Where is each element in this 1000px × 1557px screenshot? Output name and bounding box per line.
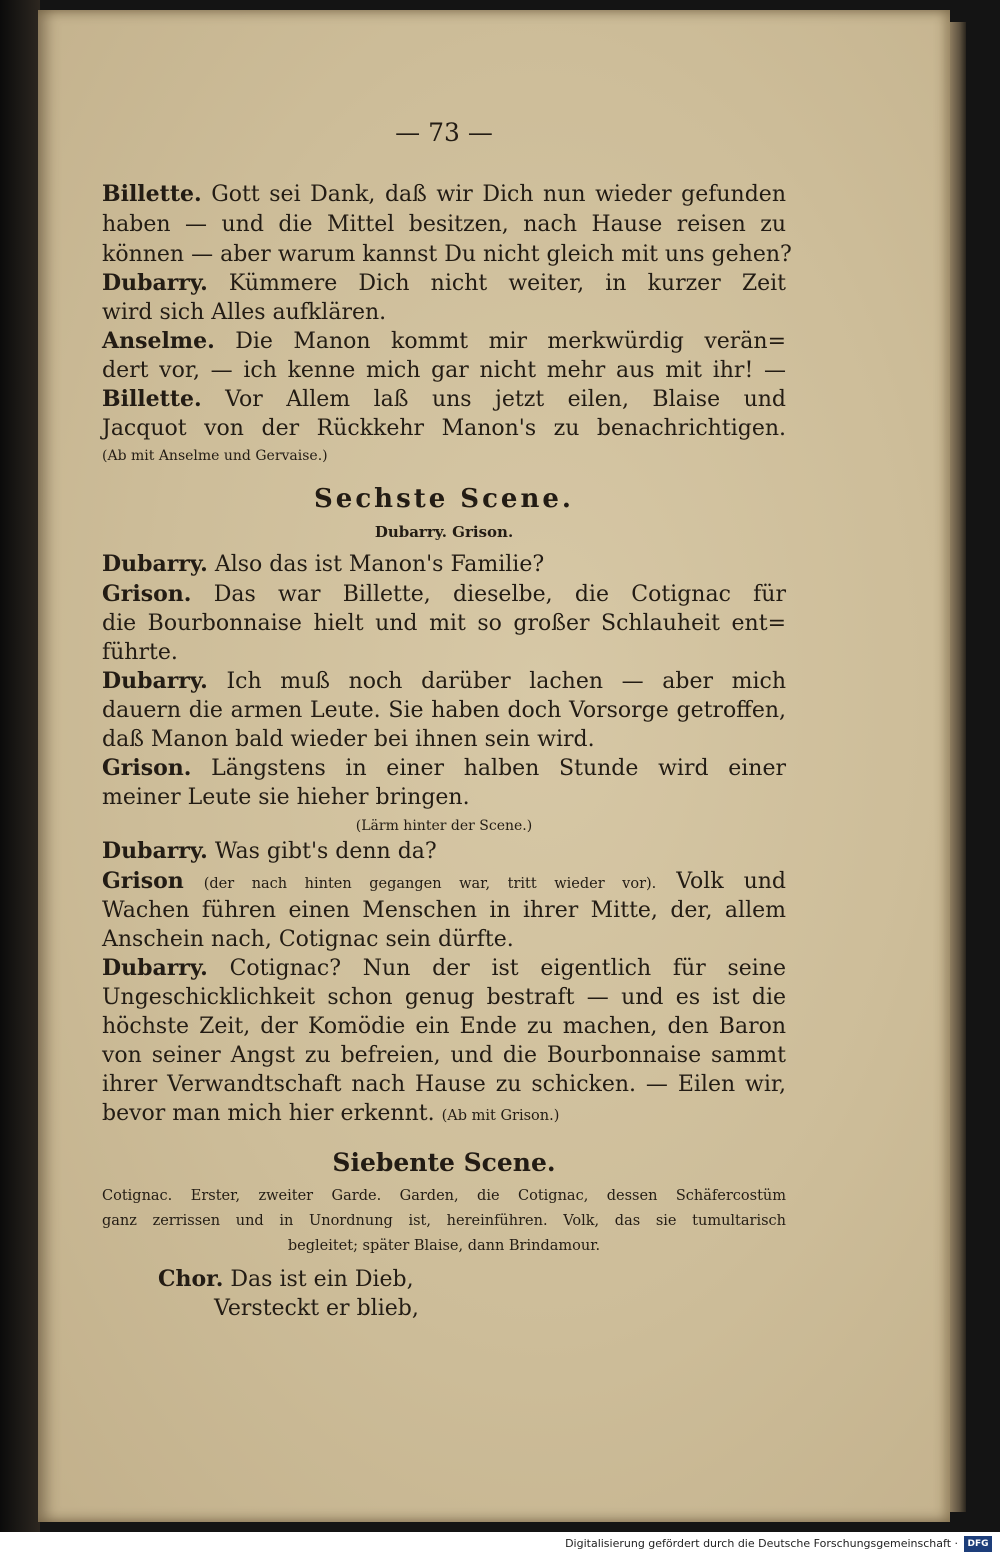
speaker-name: Dubarry. — [102, 551, 208, 577]
scene-heading: Sechste Scene. — [314, 484, 574, 514]
text-line: Jacquot von der Rückkehr Manon's zu benachrichtigen. — [102, 416, 786, 441]
dialogue-text: bevor man mich hier erkennt. — [102, 1101, 435, 1126]
dialogue-text: Was gibt's denn da? — [214, 839, 437, 864]
dialogue-text: Kümmere Dich nicht weiter, in kurzer Zeit — [228, 271, 786, 296]
text-line — [102, 269, 786, 298]
dialogue-text: Also das ist Manon's Familie? — [214, 552, 545, 577]
speaker-name: Billette. — [102, 181, 202, 207]
text-line: die Bourbonnaise hielt und mit so großer Schlauheit ent= — [102, 611, 786, 636]
text-line — [102, 550, 786, 579]
scene-cast: Dubarry. Grison. — [374, 523, 514, 541]
text-line: Anschein nach, Cotignac sein dürfte. — [102, 927, 514, 952]
text-line: höchste Zeit, der Komödie ein Ende zu machen, den Baron — [102, 1014, 786, 1039]
chorus-line — [158, 1265, 778, 1294]
text-line: ihrer Verwandtschaft nach Hause zu schicken. — Eilen wir, — [102, 1072, 786, 1097]
text-line: dert vor, — ich kenne mich gar nicht mehr aus mit ihr! — — [102, 358, 786, 383]
speaker-name: Grison. — [102, 755, 192, 781]
stage-direction: (Ab mit Grison.) — [441, 1108, 560, 1124]
text-line: dauern die armen Leute. Sie haben doch Vorsorge getroffen, — [102, 698, 786, 723]
stage-direction: (der nach hinten gegangen war, tritt wieder vor). — [203, 876, 657, 892]
dialogue-text: Das ist ein Dieb, — [230, 1267, 414, 1292]
text-line: von seiner Angst zu befreien, und die Bourbonnaise sammt — [102, 1043, 786, 1068]
page-edge — [950, 22, 966, 1512]
speaker-name: Dubarry. — [102, 955, 208, 981]
text-line — [102, 667, 786, 696]
footer-bar — [0, 1532, 1000, 1557]
text-line: führte. — [102, 640, 178, 665]
chorus-line: Versteckt er blieb, — [214, 1296, 419, 1321]
text-line: haben — und die Mittel besitzen, nach Hause reisen zu — [102, 212, 786, 237]
speaker-name: Chor. — [158, 1266, 224, 1292]
footer-credit: Digitalisierung gefördert durch die Deutsche Forschungsgemeinschaft · — [565, 1537, 958, 1550]
page-number: — 73 — — [395, 118, 493, 147]
text-line — [102, 580, 786, 609]
text-line: meiner Leute sie hieher bringen. — [102, 785, 470, 810]
dialogue-text: Cotignac? Nun der ist eigentlich für seine — [229, 956, 786, 981]
text-line — [102, 754, 786, 783]
text-line — [102, 1099, 786, 1131]
text-line — [102, 954, 786, 983]
speaker-name: Dubarry. — [102, 668, 208, 694]
dialogue-text: Die Manon kommt mir merkwürdig verän= — [235, 329, 786, 354]
speaker-name: Grison — [102, 868, 184, 894]
speaker-name: Billette. — [102, 386, 202, 412]
text-line — [102, 867, 786, 899]
stage-direction: Cotignac. Erster, zweiter Garde. Garden, die Cotignac, dessen Schäfercostüm — [102, 1188, 786, 1204]
dialogue-text: Volk und — [676, 869, 786, 894]
speaker-name: Dubarry. — [102, 270, 208, 296]
text-line — [102, 180, 786, 209]
speaker-name: Grison. — [102, 581, 192, 607]
text-line — [102, 327, 786, 356]
text-line: können — aber warum kannst Du nicht gleich mit uns gehen? — [102, 242, 792, 267]
dialogue-text: Ich muß noch darüber lachen — aber mich — [226, 669, 786, 694]
stage-direction: (Lärm hinter der Scene.) — [355, 818, 533, 834]
speaker-name: Anselme. — [102, 328, 215, 354]
text-line: wird sich Alles aufklären. — [102, 300, 387, 325]
dfg-logo-icon: DFG — [964, 1536, 992, 1552]
text-line — [102, 385, 786, 414]
scene-heading: Siebente Scene. — [332, 1148, 556, 1177]
text-line: Wachen führen einen Menschen in ihrer Mitte, der, allem — [102, 898, 786, 923]
stage-direction: ganz zerrissen und in Unordnung ist, hereinführen. Volk, das sie tumultarisch — [102, 1213, 786, 1229]
dialogue-text: Das war Billette, dieselbe, die Cotignac für — [213, 582, 786, 607]
text-line — [102, 837, 786, 866]
speaker-name: Dubarry. — [102, 838, 208, 864]
dialogue-text: Längstens in einer halben Stunde wird einer — [211, 756, 786, 781]
text-line: Ungeschicklichkeit schon genug bestraft — und es ist die — [102, 985, 786, 1010]
book-binding — [0, 0, 40, 1532]
dialogue-text: Gott sei Dank, daß wir Dich nun wieder gefunden — [211, 182, 786, 207]
text-line: daß Manon bald wieder bei ihnen sein wird. — [102, 727, 595, 752]
stage-direction: begleitet; später Blaise, dann Brindamour. — [287, 1238, 601, 1254]
dialogue-text: Vor Allem laß uns jetzt eilen, Blaise und — [225, 387, 786, 412]
stage-direction: (Ab mit Anselme und Gervaise.) — [102, 448, 328, 464]
